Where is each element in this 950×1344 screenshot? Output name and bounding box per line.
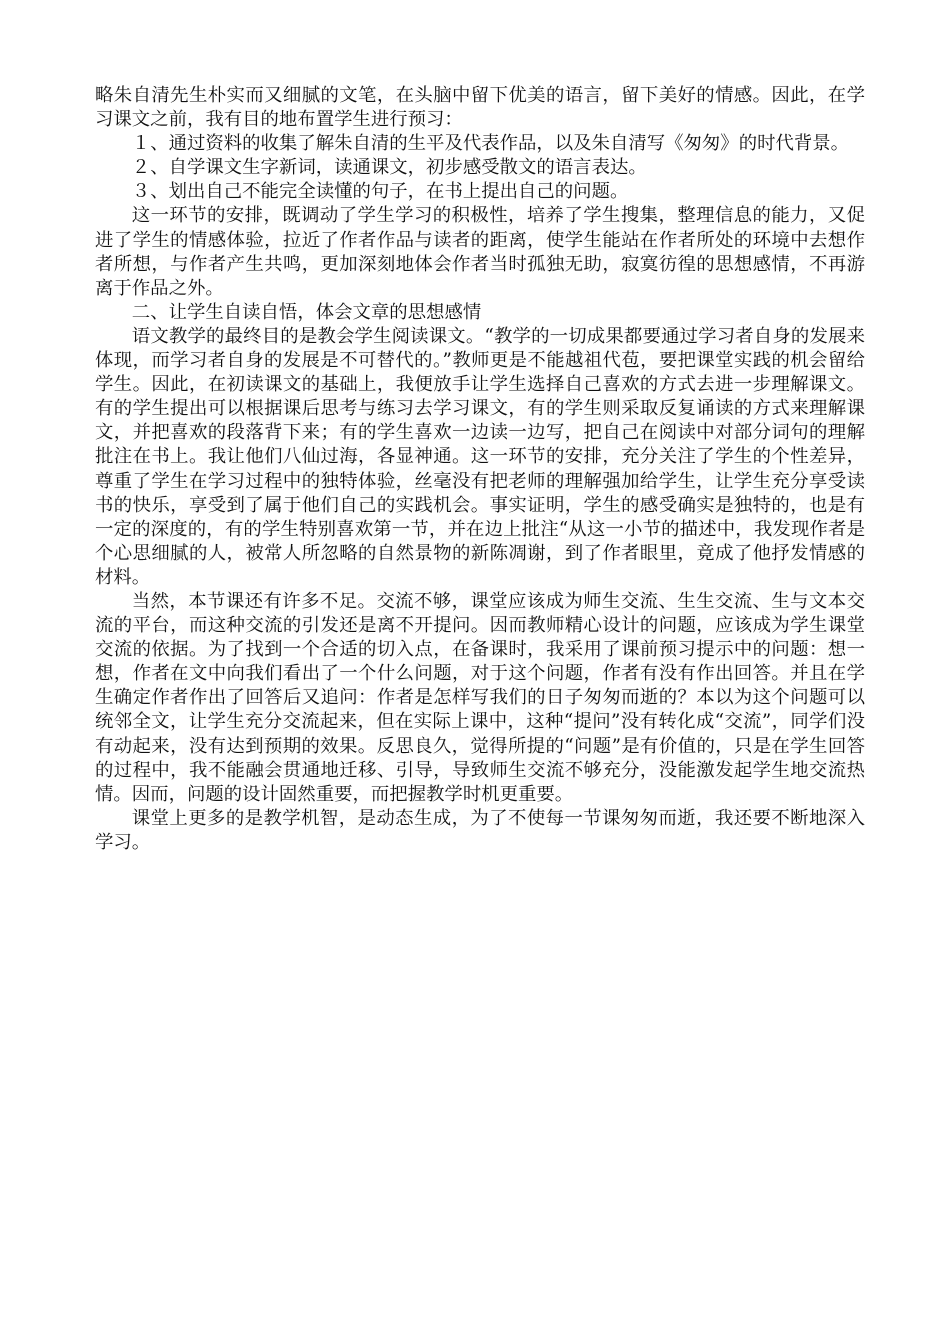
document-page bbox=[95, 84, 865, 855]
list-item-3: ３、划出自己不能完全读懂的句子，在书上提出自己的问题。 bbox=[131, 181, 629, 203]
list-item-1: １、通过资料的收集了解朱自清的生平及代表作品，以及朱自清写《匆匆》的时代背景。 bbox=[131, 133, 850, 155]
section-heading-2: 二、让学生自读自悟，体会文章的思想感情 bbox=[131, 301, 482, 323]
list-item-2: ２、自学课文生字新词，读通课文，初步感受散文的语言表达。 bbox=[131, 157, 647, 179]
paragraph-continuation: 略朱自清先生朴实而又细腻的文笔，在头脑中留下优美的语言，留下美好的情感。因此，在学习课文之前，我有目的地布置学生进行预习： bbox=[95, 85, 865, 131]
paragraph-reflection: 这一环节的安排，既调动了学生学习的积极性，培养了学生搜集，整理信息的能力，又促进了学生的情感体验，拉近了作者作品与读者的距离，使学生能站在作者所处的环境中去想作者所想，与作者产生共鸣，更加深刻地体会作者当时孤独无助，寂寞彷徨的思想感情，不再游离于作品之外。 bbox=[95, 205, 865, 299]
paragraph-conclusion: 课堂上更多的是教学机智，是动态生成，为了不使每一节课匆匆而逝，我还要不断地深入学习。 bbox=[95, 807, 865, 853]
paragraph-shortcomings: 当然，本节课还有许多不足。交流不够，课堂应该成为师生交流、生生交流、生与文本交流的平台，而这种交流的引发还是离不开提问。因而教师精心设计的问题，应该成为学生课堂交流的依据。为了找到一个合适的切入点，在备课时，我采用了课前预习提示中的问题：想一想，作者在文中向我们看出了一个什么问题，对于这个问题，作者有没有作出回答。并且在学生确定作者作出了回答后又追问：作者是怎样写我们的日子匆匆而逝的？本以为这个问题可以统邻全文，让学生充分交流起来，但在实际上课中，这种“提问”没有转化成“交流”，同学们没有动起来，没有达到预期的效果。反思良久，觉得所提的“问题”是有价值的，只是在学生回答的过程中，我不能融会贯通地迁移、引导，导致师生交流不够充分，没能激发起学生地交流热情。因而，问题的设计固然重要，而把握教学时机更重要。 bbox=[95, 590, 865, 805]
paragraph-self-reading: 语文教学的最终目的是教会学生阅读课文。“教学的一切成果都要通过学习者自身的发展来体现，而学习者自身的发展是不可替代的。”教师更是不能越祖代苞，要把课堂实践的机会留给学生。因此，在初读课文的基础上，我便放手让学生选择自己喜欢的方式去进一步理解课文。有的学生提出可以根据课后思考与练习去学习课文，有的学生则采取反复诵读的方式来理解课文，并把喜欢的段落背下来；有的学生喜欢一边读一边写，把自己在阅读中对部分词句的理解批注在书上。我让他们八仙过海，各显神通。这一环节的安排，充分关注了学生的个性差异，尊重了学生在学习过程中的独特体验，丝毫没有把老师的理解强加给学生，让学生充分享受读书的快乐，享受到了属于他们自己的实践机会。事实证明，学生的感受确实是独特的，也是有一定的深度的，有的学生特别喜欢第一节，并在边上批注“从这一小节的描述中，我发现作者是个心思细腻的人，被常人所忽略的自然景物的新陈凋谢，到了作者眼里，竟成了他抒发情感的材料。 bbox=[95, 325, 865, 588]
